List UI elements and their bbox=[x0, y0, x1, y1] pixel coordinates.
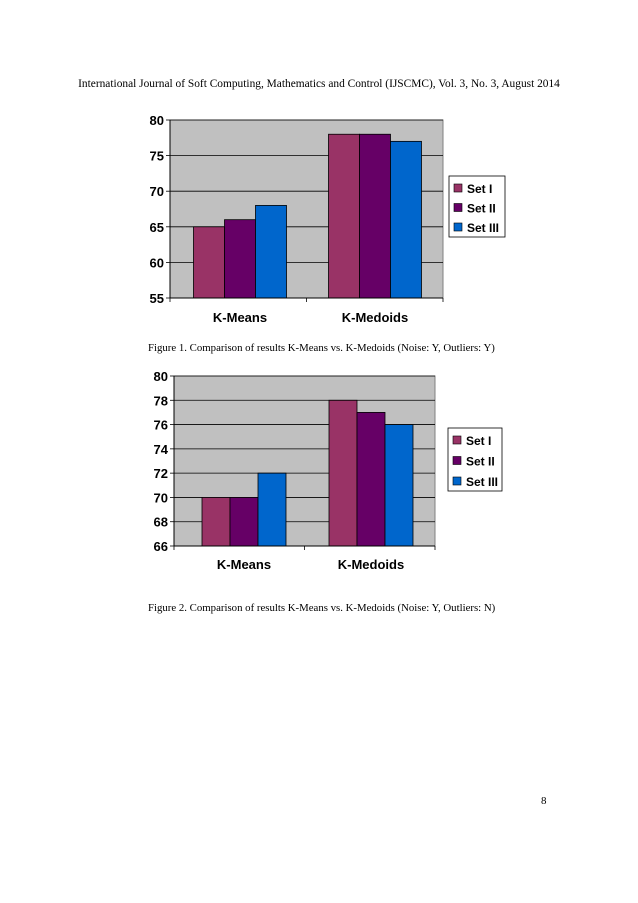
bar-set-i-k-means bbox=[194, 227, 225, 298]
legend-label: Set II bbox=[466, 454, 495, 469]
running-header: International Journal of Soft Computing, Mathematics and Control (IJSCMC), Vol. 3, No. 3, August 2014 bbox=[78, 78, 560, 90]
x-category-label: K-Means bbox=[216, 557, 272, 572]
page-number: 8 bbox=[541, 795, 547, 807]
bar-set-iii-k-medoids bbox=[391, 141, 422, 298]
y-tick-label: 76 bbox=[153, 417, 168, 433]
legend-swatch bbox=[454, 184, 462, 192]
y-tick-label: 68 bbox=[153, 514, 168, 530]
y-tick-label: 60 bbox=[149, 255, 164, 271]
y-tick-label: 72 bbox=[153, 466, 168, 482]
y-tick-label: 74 bbox=[153, 441, 168, 457]
x-category-label: K-Means bbox=[212, 310, 268, 325]
y-tick-label: 66 bbox=[153, 539, 168, 554]
y-tick-label: 78 bbox=[153, 393, 168, 409]
bar-set-ii-k-means bbox=[230, 497, 258, 546]
bar-set-ii-k-means bbox=[225, 220, 256, 298]
figure-1-chart bbox=[0, 105, 638, 335]
y-tick-label: 70 bbox=[149, 184, 164, 200]
legend-swatch bbox=[453, 457, 461, 465]
legend-swatch bbox=[453, 477, 461, 485]
y-tick-label: 65 bbox=[149, 219, 164, 235]
legend-label: Set III bbox=[467, 221, 500, 235]
y-tick-label: 55 bbox=[149, 291, 164, 306]
bar-set-iii-k-means bbox=[256, 205, 287, 298]
bar-set-i-k-medoids bbox=[329, 134, 360, 298]
bar-set-iii-k-means bbox=[258, 473, 286, 546]
figure-1-caption: Figure 1. Comparison of results K-Means vs. K-Medoids (Noise: Y, Outliers: Y) bbox=[148, 342, 495, 354]
legend-label: Set II bbox=[467, 201, 496, 216]
legend-label: Set I bbox=[466, 434, 492, 448]
bar-set-ii-k-medoids bbox=[360, 134, 391, 298]
y-tick-label: 70 bbox=[153, 490, 168, 506]
bar-set-ii-k-medoids bbox=[357, 412, 385, 546]
y-tick-label: 80 bbox=[153, 369, 168, 384]
figure-2-chart bbox=[0, 365, 638, 585]
x-category-label: K-Medoids bbox=[341, 310, 409, 325]
bar-set-i-k-medoids bbox=[329, 400, 357, 546]
figure-2-caption: Figure 2. Comparison of results K-Means vs. K-Medoids (Noise: Y, Outliers: N) bbox=[148, 602, 496, 614]
legend-label: Set I bbox=[467, 182, 493, 196]
legend-swatch bbox=[454, 223, 462, 231]
x-category-label: K-Medoids bbox=[337, 557, 405, 572]
y-tick-label: 75 bbox=[149, 148, 164, 164]
legend-label: Set III bbox=[466, 475, 499, 489]
bar-set-iii-k-medoids bbox=[385, 425, 413, 546]
y-tick-label: 80 bbox=[149, 113, 164, 128]
legend-swatch bbox=[454, 204, 462, 212]
bar-set-i-k-means bbox=[202, 497, 230, 546]
legend-swatch bbox=[453, 436, 461, 444]
